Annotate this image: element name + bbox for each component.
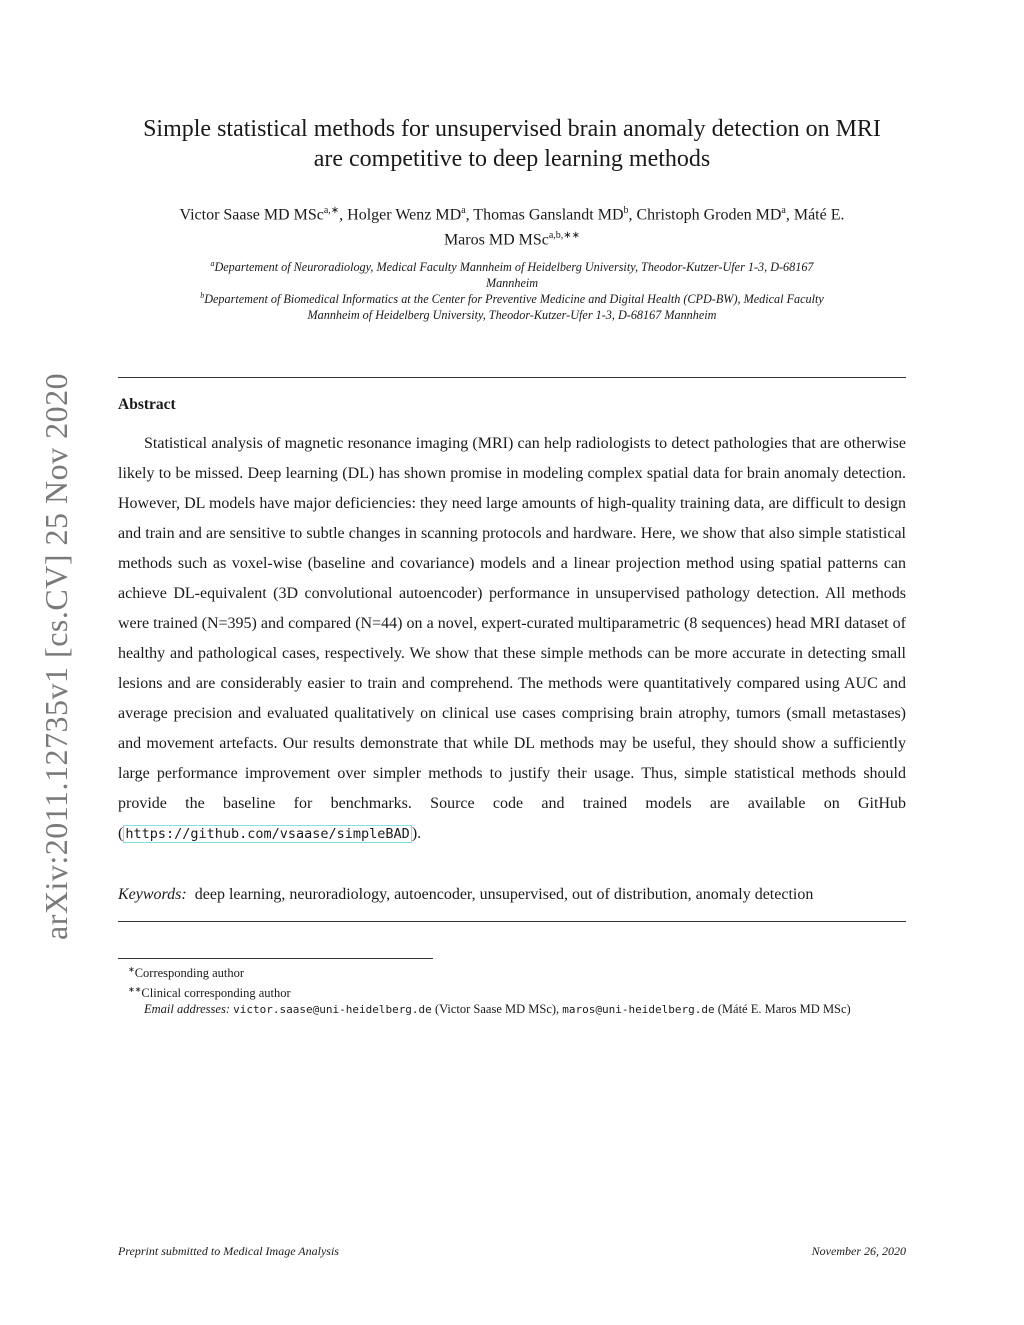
keywords-label: Keywords: xyxy=(118,886,187,903)
affiliation-b-mark: b xyxy=(200,291,205,300)
title-line-2: are competitive to deep learning methods xyxy=(313,146,711,172)
author-3-affil: b xyxy=(623,205,629,216)
author-1-affil: a,∗ xyxy=(323,205,340,216)
affiliation-a-mark: a xyxy=(210,259,215,268)
author-2-affil: a xyxy=(461,205,466,216)
abstract-heading: Abstract xyxy=(118,396,176,413)
footnote-corresponding: ∗Corresponding author xyxy=(128,965,245,981)
author-2: , Holger Wenz MD xyxy=(339,206,462,224)
keywords xyxy=(118,886,906,904)
abstract-text-end: ). xyxy=(411,825,422,842)
footer-journal: Preprint submitted to Medical Image Analysis xyxy=(118,1244,339,1258)
email-2-name: (Máté E. Maros MD MSc) xyxy=(714,1001,851,1016)
author-5: Maros MD MSc xyxy=(443,231,549,249)
arxiv-identifier: arXiv:2011.12735v1 [cs.CV] 25 Nov 2020 xyxy=(38,372,74,940)
footnotes xyxy=(118,962,906,1018)
email-1-name: (Victor Saase MD MSc), xyxy=(431,1001,563,1016)
affiliation-b xyxy=(118,288,906,323)
abstract-top-rule xyxy=(118,377,906,378)
author-1: Victor Saase MD MSc xyxy=(179,206,324,224)
author-5-affil: a,b,∗∗ xyxy=(548,230,581,242)
affiliation-a-text-2: Mannheim xyxy=(485,275,539,290)
footer-date: November 26, 2020 xyxy=(811,1244,906,1258)
abstract-bottom-rule xyxy=(118,921,906,922)
github-link[interactable]: https://github.com/vsaase/simpleBAD xyxy=(125,826,410,842)
footnote-clinical-mark: ∗∗ xyxy=(128,984,142,994)
email-1[interactable]: victor.saase@uni-heidelberg.de xyxy=(233,1002,432,1016)
email-label: Email addresses: xyxy=(144,1001,230,1016)
abstract-text: Statistical analysis of magnetic resonance imaging (MRI) can help radiologists to detect pathologies that are otherwise likely to be missed. Deep learning (DL) has shown promise in modeling complex spatial data for brain anomaly detection. However, DL models have major deficiencies: they need large amounts of high-quality training data, are difficult to design and train and are sensitive to subtle changes in scanning protocols and hardware. Here, we show that also simple statistical methods such as voxel-wise (baseline and covariance) models and a linear projection method using spatial patterns can achieve DL-equivalent (3D convolutional autoencoder) performance in unsupervised pathology detection. All methods were trained (N=395) and compared (N=44) on a novel, expert-curated multiparametric (8 sequences) head MRI dataset of healthy and pathological cases, respectively. We show that these simple methods can be more accurate in detecting small lesions and are considerably easier to train and comprehend. The methods were quantitatively compared using AUC and average precision and evaluated qualitatively on clinical use cases comprising brain atrophy, tumors (small metastases) and movement artefacts. Our results demonstrate that while DL methods may be useful, they should show a sufficiently large performance improvement over simpler methods to justify their usage. Thus, simple statistical methods should provide the baseline for benchmarks. Source code and trained models are available on GitHub ( xyxy=(118,435,906,842)
footnote-clinical: ∗∗Clinical corresponding author xyxy=(128,984,291,1001)
author-5-start: , Máté E. xyxy=(785,206,845,224)
footnote-emails xyxy=(118,1002,906,1018)
paper-title xyxy=(118,114,906,174)
affiliation-a-text: Departement of Neuroradiology, Medical Faculty Mannheim of Heidelberg University, Theodor-Kutzer-Ufer 1-3, D-68167 xyxy=(214,260,814,275)
footnote-corresponding-mark: ∗ xyxy=(128,965,135,974)
footnote-rule xyxy=(118,958,433,959)
author-4-affil: a xyxy=(781,205,786,216)
title-line-1: Simple statistical methods for unsupervised brain anomaly detection on MRI xyxy=(143,116,881,142)
author-list xyxy=(118,200,906,251)
page-footer xyxy=(118,1244,906,1259)
affiliation-b-text: Departement of Biomedical Informatics at the Center for Preventive Medicine and Digital Health (CPD-BW), Medical Faculty xyxy=(204,292,824,307)
affiliation-a xyxy=(118,256,906,291)
author-4: , Christoph Groden MD xyxy=(628,206,782,224)
email-2[interactable]: maros@uni-heidelberg.de xyxy=(562,1002,715,1016)
author-3: , Thomas Ganslandt MD xyxy=(465,206,624,224)
abstract-body xyxy=(118,429,906,849)
affiliation-b-text-2: Mannheim of Heidelberg University, Theodor-Kutzer-Ufer 1-3, D-68167 Mannheim xyxy=(307,307,717,322)
keywords-text: deep learning, neuroradiology, autoencoder, unsupervised, out of distribution, anomaly detection xyxy=(194,886,814,903)
